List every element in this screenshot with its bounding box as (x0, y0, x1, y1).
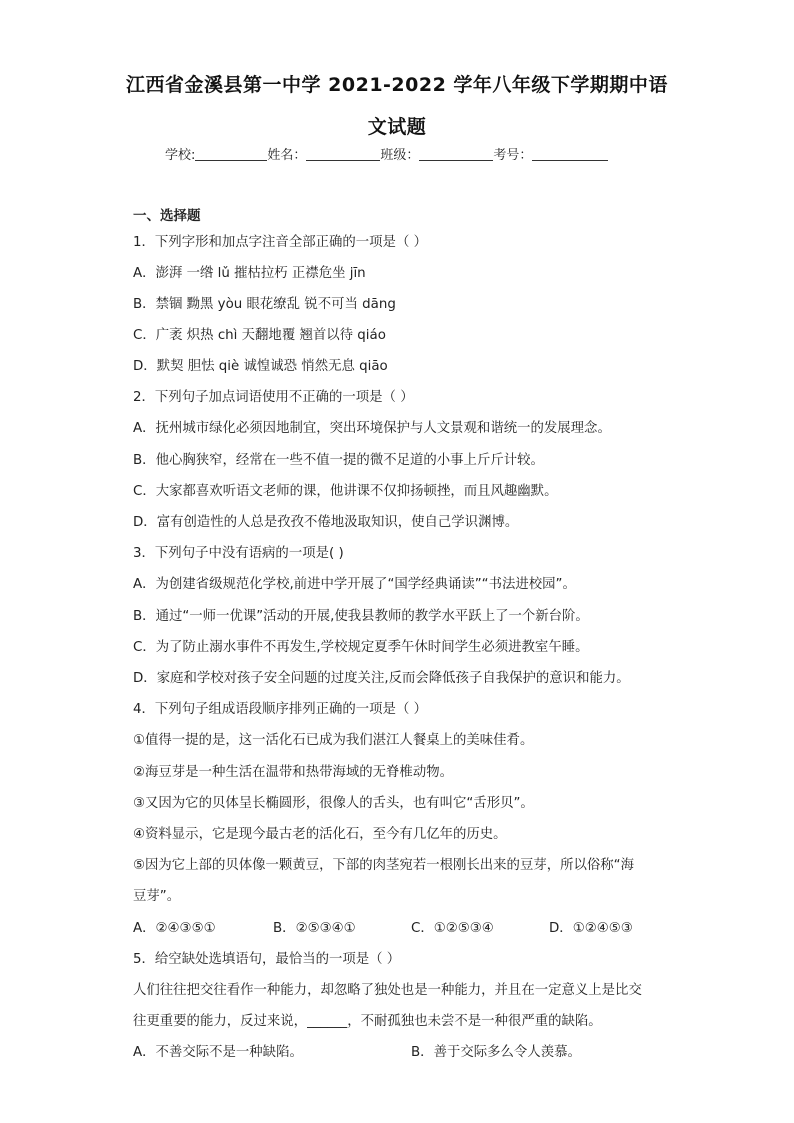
exam-title-line2: 文试题 (367, 116, 427, 138)
q4-sentence-3: ③又因为它的贝体呈长椭圆形，很像人的舌头，也有叫它“舌形贝”。 (133, 796, 534, 811)
q4-option-c: C．①②⑤③④ (411, 921, 494, 936)
q1-stem: 1．下列字形和加点字注音全部正确的一项是（ ） (133, 235, 427, 250)
q1-option-b: B．禁锢 黝黑 yòu 眼花缭乱 锐不可当 dāng (133, 297, 396, 312)
q4-stem: 4．下列句子组成语段顺序排列正确的一项是（ ） (133, 702, 427, 717)
exam-title-line1: 江西省金溪县第一中学 2021-2022 学年八年级下学期期中语 (126, 74, 668, 96)
q5-passage-line2: 往更重要的能力，反过来说，______，不耐孤独也未尝不是一种很严重的缺陷。 (133, 1014, 602, 1029)
q3-option-d: D．家庭和学校对孩子安全问题的过度关注,反而会降低孩子自我保护的意识和能力。 (133, 671, 630, 686)
name-blank[interactable] (306, 148, 380, 161)
q5-stem: 5．给空缺处选填语句，最恰当的一项是（ ） (133, 952, 401, 967)
q4-sentence-5: ⑤因为它上部的贝体像一颗黄豆，下部的肉茎宛若一根刚长出来的豆芽，所以俗称“海 (133, 858, 635, 873)
q4-options (133, 920, 633, 938)
student-info-row (165, 144, 635, 163)
q4-option-a: A．②④③⑤① (133, 921, 216, 936)
q3-stem: 3．下列句子中没有语病的一项是( ) (133, 546, 344, 561)
q2-option-a: A．抚州城市绿化必须因地制宜，突出环境保护与人文景观和谐统一的发展理念。 (133, 421, 611, 436)
q5-passage-line1: 人们往往把交往看作一种能力，却忽略了独处也是一种能力，并且在一定意义上是比交 (133, 983, 642, 998)
q3-option-a: A．为创建省级规范化学校,前进中学开展了“国学经典诵读”“书法进校园”。 (133, 577, 576, 592)
q5-option-b: B．善于交际多么令人羡慕。 (411, 1045, 581, 1060)
school-label: 学校: (165, 148, 196, 163)
q4-option-d: D．①②④⑤③ (549, 921, 633, 936)
q4-sentence-5-cont: 豆芽”。 (133, 889, 181, 904)
class-blank[interactable] (419, 148, 493, 161)
q1-option-d: D．默契 胆怯 qiè 诚惶诚恐 悄然无息 qiāo (133, 359, 388, 374)
q2-stem: 2．下列句子加点词语使用不正确的一项是（ ） (133, 390, 414, 405)
q2-option-c: C．大家都喜欢听语文老师的课，他讲课不仅抑扬顿挫，而且风趣幽默。 (133, 484, 558, 499)
exam-no-label: 考号： (493, 148, 533, 163)
q5-options (133, 1044, 581, 1062)
section-title: 一、选择题 (133, 208, 201, 224)
q2-option-b: B．他心胸狭窄，经常在一些不值一提的微不足道的小事上斤斤计较。 (133, 453, 544, 468)
q5-option-a: A．不善交际不是一种缺陷。 (133, 1045, 303, 1060)
q4-sentence-2: ②海豆芽是一种生活在温带和热带海域的无脊椎动物。 (133, 765, 453, 780)
q4-sentence-4: ④资料显示，它是现今最古老的活化石，至今有几亿年的历史。 (133, 827, 507, 842)
q4-option-b: B．②⑤③④① (273, 921, 356, 936)
name-label: 姓名： (267, 148, 307, 163)
q1-option-c: C．广袤 炽热 chì 天翻地覆 翘首以待 qiáo (133, 328, 386, 343)
q3-option-b: B．通过“一师一优课”活动的开展,使我县教师的教学水平跃上了一个新台阶。 (133, 609, 589, 624)
exam-no-blank[interactable] (532, 148, 608, 161)
q1-option-a: A．澎湃 一绺 lǔ 摧枯拉朽 正襟危坐 jīn (133, 266, 366, 281)
q2-option-d: D．富有创造性的人总是孜孜不倦地汲取知识，使自己学识渊博。 (133, 515, 519, 530)
q4-sentence-1: ①值得一提的是，这一活化石已成为我们湛江人餐桌上的美味佳肴。 (133, 733, 534, 748)
class-label: 班级： (380, 148, 420, 163)
q3-option-c: C．为了防止溺水事件不再发生,学校规定夏季午休时间学生必须进教室午睡。 (133, 640, 589, 655)
school-blank[interactable] (195, 148, 267, 161)
